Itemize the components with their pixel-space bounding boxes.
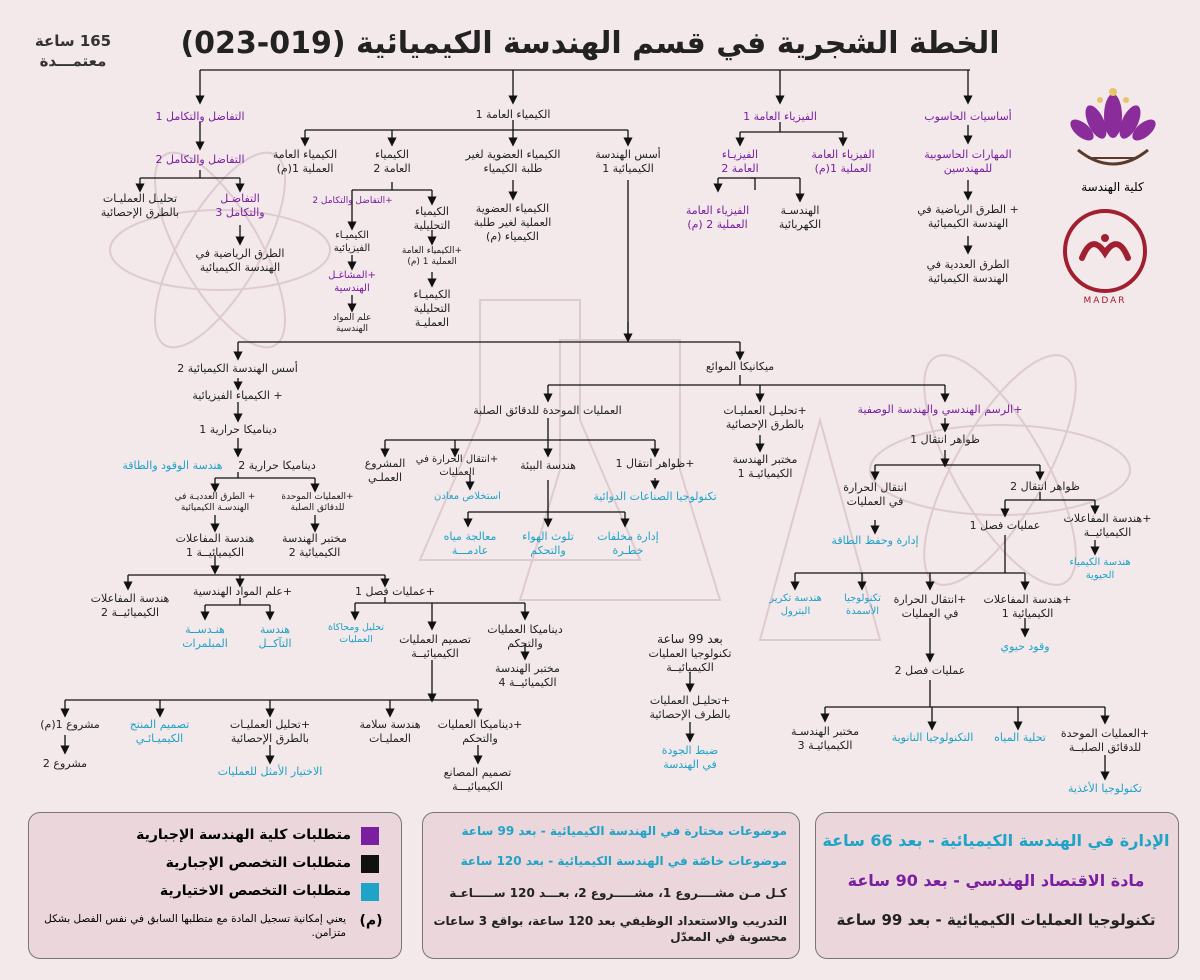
course-physics-2: الفيزيـاء العامة 2 (721, 148, 759, 175)
course-general-chemistry-1: الكيمياء العامة 1 (475, 108, 551, 121)
course-heat-transfer-req: +انتقال الحرارة في العمليات (415, 454, 499, 478)
legend-mandatory-swatch (361, 855, 379, 873)
course-transport-phenomena-1: ظواهر انتقال 1 (910, 433, 980, 446)
course-process-safety: هندسة سلامة العمليـات (359, 718, 421, 745)
course-materials-science-req: +علم المواد الهندسية (192, 585, 293, 598)
course-solids-operations: العمليات الموحدة للدقائق الصلبة (473, 404, 622, 417)
note-special-topics: موضوعات خاصّة في الهندسة الكيميائية - بعد 120 ساعة (460, 854, 787, 868)
after-99-hours: بعد 99 ساعة (657, 632, 723, 646)
course-environmental-engineering: هندسة البيئة (520, 459, 576, 472)
course-fertilizer-tech: تكنولوجيا الأسمدة (844, 593, 881, 617)
course-physical-chemistry: الكيميـاء الفيزيائية (333, 230, 371, 254)
course-process-simulation: تحليل ومحاكاة العمليات (327, 622, 385, 645)
course-transport-phenomena-2: ظواهر انتقال 2 (1010, 480, 1080, 493)
course-chemical-process-tech: تكنولوجيا العمليات الكيميائيــة (648, 647, 732, 674)
course-fluid-mechanics: ميكانيكا الموائع (705, 360, 775, 373)
course-food-tech: تكنولوجيا الأغذية (1068, 782, 1142, 795)
total-hours-value: 165 ساعة (34, 32, 112, 50)
note-engineering-economics: مادة الاقتصاد الهندسي - بعد 90 ساعة (847, 871, 1145, 890)
course-plant-design: تصميم المصانع الكيميائيـــة (443, 766, 512, 793)
course-metal-extraction: استخلاص معادن (434, 491, 501, 502)
course-calculus-2: التفاضل والتكامل 2 (155, 153, 245, 166)
total-hours (18, 32, 128, 71)
course-physics-lab-2: الفيزياء العامة العملية 2 (م) (685, 204, 750, 231)
course-polymer-engineering: هنـدســة المبلمرات (182, 623, 228, 650)
course-project-1: مشروع 1(م) (40, 718, 100, 731)
note-selected-topics: موضوعات مختارة في الهندسة الكيميائية - بعد 99 ساعة (461, 824, 787, 838)
course-statistical-analysis: تحليـل العمليـات بالطرق الإحصائية (100, 192, 180, 219)
legend-university-label: متطلبات كلية الهندسة الإجبارية (136, 827, 351, 843)
course-energy-management: إدارة وحفظ الطاقة (831, 534, 919, 547)
course-reactor-engineering-1: هندسة المفاعلات الكيميائيــة 1 (175, 532, 255, 559)
course-electrical-engineering: الهندسـة الكهربائية (778, 204, 822, 231)
course-numerical-methods: الطرق العددية في الهندسة الكيميائية (926, 258, 1010, 285)
course-statistical-analysis-req-3: +تحليـل العمليات بالطرف الإحصائية (649, 694, 731, 721)
course-reactor-engineering-2: هندسة المفاعلات الكيميائيــة 2 (90, 592, 170, 619)
course-desalination: تحلية المياه (994, 731, 1046, 744)
approved-label: معتمـــدة (39, 51, 107, 70)
course-ce-principles-2: أسس الهندسة الكيميائية 2 (177, 362, 298, 375)
course-reactor-engineering-req: +هندسة المفاعلات الكيميائيــة (1063, 512, 1152, 539)
course-separation-1: عمليات فصل 1 (969, 519, 1041, 532)
course-separation-1-req: +عمليات فصل 1 (355, 585, 435, 598)
course-heat-transfer: انتقال الحرارة في العمليات (843, 481, 907, 508)
course-wastewater-treatment: معالجة مياه عادمـــة (443, 530, 497, 557)
lotus-logo-icon (1068, 78, 1158, 178)
madar-logo-icon (1062, 208, 1148, 294)
legend-concurrent-note: يعني إمكانية تسجيل المادة مع متطلبها السابق في نفس الفصل بشكل متزامن. (44, 913, 346, 939)
note-training: التدريب والاستعداد الوظيفي بعد 120 ساعة، بواقع 3 ساعات محسوبة في المعدّل (433, 914, 787, 945)
course-practical-project: المشروع العملـي (364, 457, 406, 484)
course-numerical-methods-req: + الطرق العدديـة في الهندسـة الكيميائية (174, 492, 256, 514)
legend-elective-label: متطلبات التخصص الاختيارية (159, 883, 351, 899)
course-project-2: مشروع 2 (42, 757, 88, 770)
college-label: كلية الهندسة (1081, 180, 1144, 194)
legend-mandatory-label: متطلبات التخصص الإجبارية (165, 855, 351, 871)
course-solids-operations-req: +العمليات الموحدة للدقائق الصلبة (281, 492, 354, 514)
madar-label: MADAR (1083, 296, 1127, 306)
page-title: الخطة الشجرية في قسم الهندسة الكيميائية (019-023) (180, 26, 1000, 61)
course-heat-transfer-req-2: +انتقال الحرارة في العمليات (893, 593, 967, 620)
course-physics-1: الفيزياء العامة 1 (743, 110, 817, 123)
course-corrosion-engineering: هندسة التآكــل (258, 623, 292, 650)
course-ce-lab-1: مختبر الهندسة الكيميائيـة 1 (732, 453, 798, 480)
note-management: الإدارة في الهندسة الكيميائية - بعد 66 ساعة (822, 831, 1170, 850)
course-computer-skills: المهارات الحاسوبية للمهندسين (924, 148, 1012, 175)
course-thermodynamics-2: ديناميكا حرارية 2 (238, 459, 316, 472)
course-materials-science: علم المواد الهندسية (332, 313, 372, 335)
course-hazardous-waste: إدارة مخلفات خطـرة (597, 530, 659, 557)
course-product-design: تصميم المنتج الكيميـائـي (129, 718, 190, 745)
note-process-tech: تكنولوجيا العمليات الكيميائية - بعد 99 ساعة (836, 911, 1156, 929)
course-ce-principles-1: أسس الهندسة الكيميائية 1 (595, 148, 661, 175)
course-petroleum-refining: هندسة تكرير البترول (769, 593, 822, 617)
course-organic-chemistry-lab: الكيمياء العضوية العملية لغير طلبة الكيمياء (م) (473, 202, 552, 243)
course-engineering-workshops: +المشاغـل الهندسية (328, 270, 376, 294)
notes-box-middle (422, 812, 800, 959)
course-organic-chemistry: الكيمياء العضوية لغير طلبة الكيمياء (465, 148, 561, 175)
course-ce-lab-3: مختبر الهندسـة الكيميائيـة 3 (790, 725, 860, 752)
course-computer-fundamentals: أساسيات الحاسوب (924, 110, 1012, 123)
course-process-dynamics-req: +ديناميكا العمليات والتحكم (437, 718, 523, 745)
legend-university-swatch (361, 827, 379, 845)
course-thermodynamics-1: ديناميكا حرارية 1 (199, 423, 277, 436)
course-reactor-engineering-1-req: +هندسة المفاعلات الكيميائية 1 (983, 593, 1072, 620)
course-math-methods: + الطرق الرياضية في الهندسة الكيميائية (917, 203, 1019, 230)
course-analytical-chemistry: الكيمياء التحليلية (413, 205, 451, 232)
course-process-dynamics: ديناميكا العمليات والتحكم (487, 623, 563, 650)
course-general-chemistry-2: الكيمياء العامة 2 (373, 148, 411, 175)
course-analytical-chemistry-lab: الكيميـاء التحليلية العمليـة (413, 288, 451, 329)
course-process-design: تصميم العمليات الكيميائيــة (399, 633, 471, 660)
course-math-methods-ce: الطرق الرياضية في الهندسة الكيميائية (195, 247, 285, 274)
course-nanotech: التكنولوجيا النانوية (891, 731, 974, 744)
course-fuel-energy: هندسة الوقود والطاقة (122, 459, 223, 472)
note-projects: كـل مـن مشــــروع 1، مشـــــروع 2، بعـــد 120 ســـــاعـة (449, 886, 787, 900)
legend-box (28, 812, 402, 959)
course-calculus-1: التفاضل والتكامل 1 (155, 110, 245, 123)
course-calculus-3: التفاضـل والتكامل 3 (215, 192, 265, 219)
course-calculus-2-req: +التفاضل والتكامل 2 (312, 196, 393, 206)
course-ce-lab-4: مختبر الهندسة الكيميائيــة 4 (495, 662, 560, 689)
course-general-chemistry-lab-1: الكيمياء العامة العملية 1(م) (272, 148, 338, 175)
course-physical-chemistry-req: + الكيمياء الفيزيائية (192, 389, 283, 402)
course-ce-lab-2: مختبر الهندسة الكيميائية 2 (282, 532, 347, 559)
legend-concurrent-symbol: (م) (359, 913, 383, 929)
course-quality-control: ضبط الجودة في الهندسة (661, 744, 719, 771)
course-separation-2: عمليات فصل 2 (894, 664, 966, 677)
course-biochemical-engineering: هندسة الكيمياء الحيوية (1069, 557, 1131, 581)
course-physics-lab-1: الفيزياء العامة العملية 1(م) (811, 148, 875, 175)
course-air-pollution: تلوث الهواء والتحكم (522, 530, 574, 557)
course-transport-phenomena-1-req: +ظواهر انتقال 1 (615, 457, 695, 470)
notes-box-right (815, 812, 1179, 959)
course-biofuel: وقود حيوي (1000, 640, 1050, 653)
course-process-optimization: الاختيار الأمثل للعمليات (217, 765, 323, 778)
course-chem-lab-1-req: +الكيمياء العامة العملية 1 (م) (401, 246, 463, 268)
course-pharma-tech: تكنولوجيا الصناعات الدوائية (593, 490, 717, 503)
course-statistical-analysis-req: +تحليل العمليـات بالطرق الإحصائية (229, 718, 311, 745)
course-engineering-drawing: +الرسم الهندسي والهندسة الوصفية (857, 403, 1023, 416)
legend-elective-swatch (361, 883, 379, 901)
course-statistical-analysis-req-2: +تحليـل العمليـات بالطرق الإحصائية (723, 404, 807, 431)
course-solids-operations-req-2: +العمليات الموحدة للدقائق الصلبــة (1060, 727, 1150, 754)
